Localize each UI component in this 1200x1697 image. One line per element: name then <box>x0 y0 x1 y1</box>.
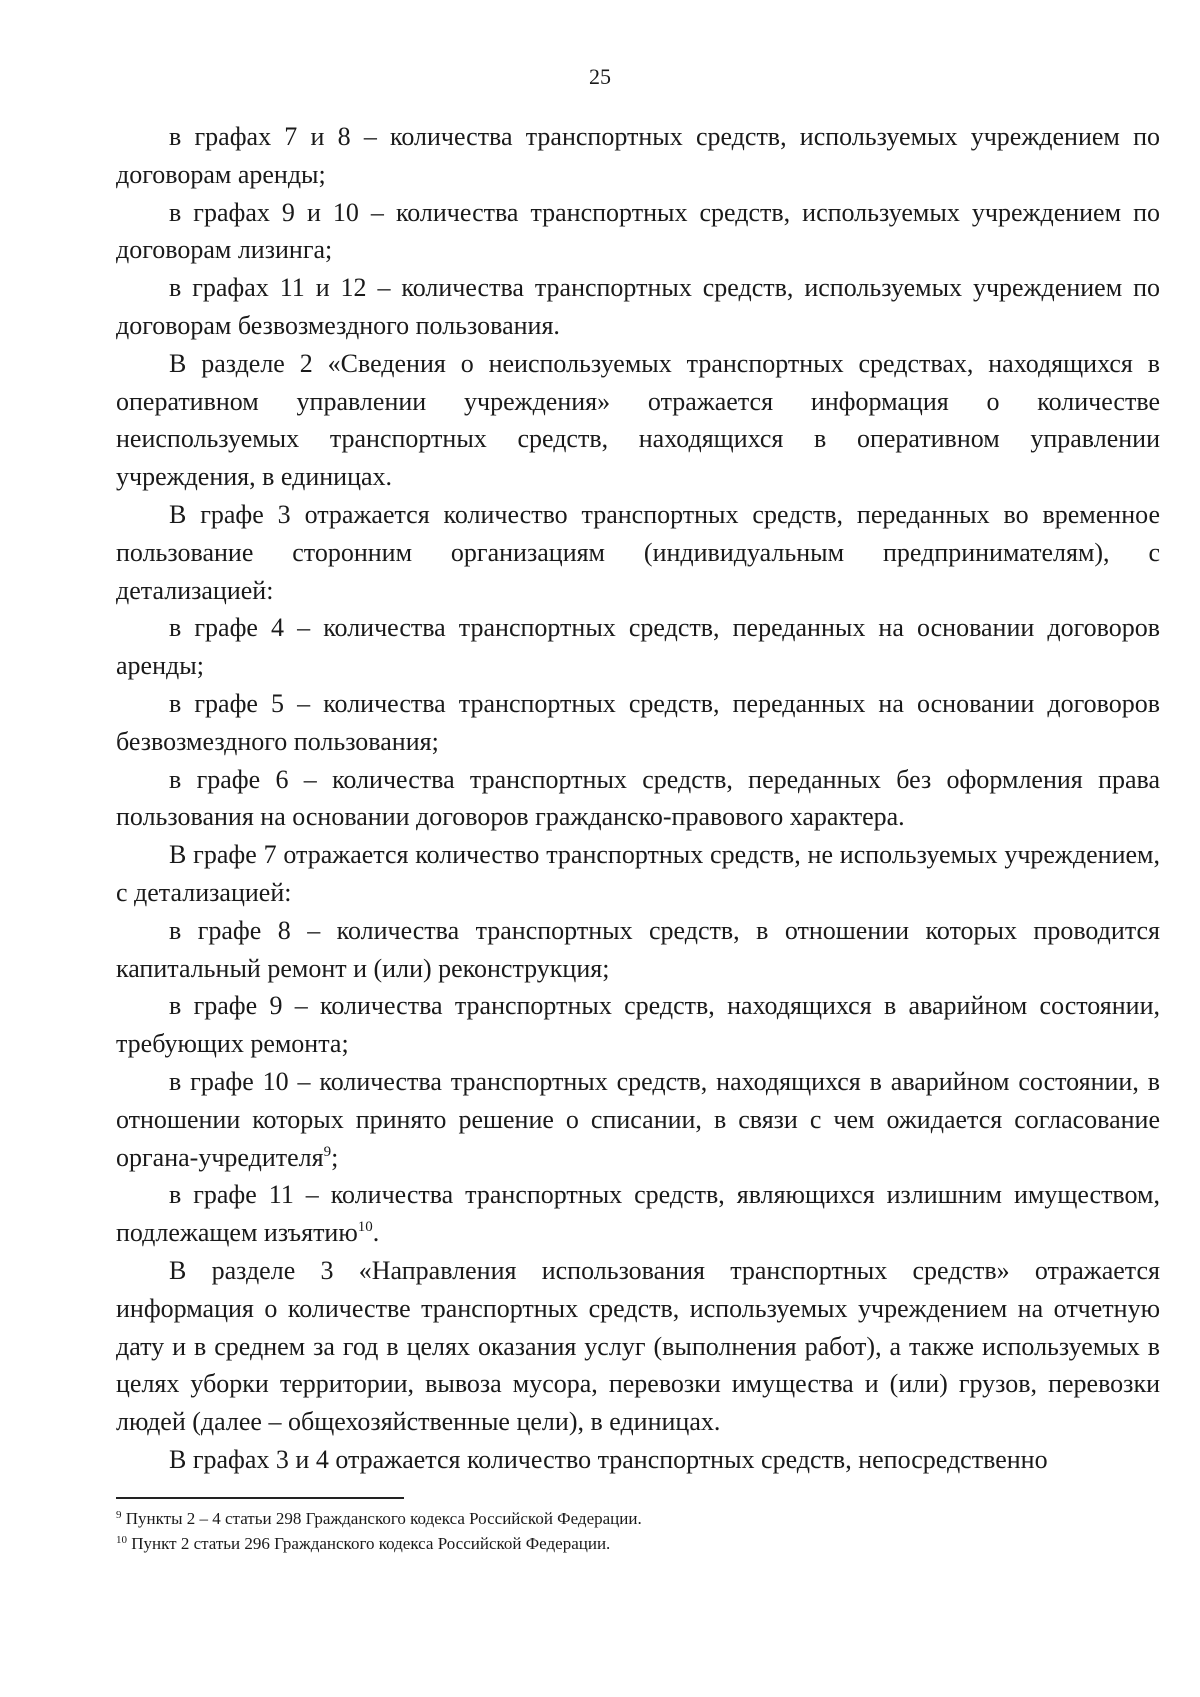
paragraph-text: в графе 6 – количества транспортных средств, переданных без оформления права пользования на основании договоров гражданско-правового характера. <box>116 764 1160 832</box>
footnote-reference[interactable]: 9 <box>323 1143 332 1160</box>
paragraph-text: в графах 9 и 10 – количества транспортных средств, используемых учреждением по договорам лизинга; <box>116 197 1160 265</box>
paragraph <box>116 1176 1160 1252</box>
footnote-mark: 9 <box>116 1509 122 1521</box>
paragraph-text: в графе 10 – количества транспортных средств, находящихся в аварийном состоянии, в отношении которых принято решение о списании, в связи с чем ожидается согласование органа-учредителя <box>116 1066 1160 1172</box>
paragraph <box>116 1063 1160 1176</box>
footnote-separator <box>116 1497 404 1499</box>
footnote <box>116 1506 1160 1531</box>
paragraph-text: В разделе 2 «Сведения о неиспользуемых транспортных средствах, находящихся в оперативном управлении учреждения» отражается информация о количестве неиспользуемых транспортных средств, находящихся в оперативном управлении учреждения, в единицах. <box>116 348 1160 492</box>
paragraph <box>116 345 1160 496</box>
paragraph <box>116 912 1160 988</box>
paragraph-text: в графе 9 – количества транспортных средств, находящихся в аварийном состоянии, требующих ремонта; <box>116 991 1160 1059</box>
footnote-text: Пункты 2 – 4 статьи 298 Гражданского кодекса Российской Федерации. <box>121 1509 642 1528</box>
paragraph <box>116 1252 1160 1441</box>
paragraph-tail: ; <box>331 1142 339 1172</box>
paragraph <box>116 194 1160 270</box>
page-number: 25 <box>589 64 611 89</box>
paragraph <box>116 496 1160 609</box>
paragraph-text: в графе 11 – количества транспортных средств, являющихся излишним имуществом, подлежащем изъятию <box>116 1180 1160 1248</box>
footnotes <box>116 1506 1160 1556</box>
paragraph-text: в графах 7 и 8 – количества транспортных средств, используемых учреждением по договорам аренды; <box>116 122 1160 189</box>
footnote-reference[interactable]: 10 <box>357 1219 373 1236</box>
paragraph-text: В графе 7 отражается количество транспортных средств, не используемых учреждением, с детализацией: <box>116 840 1160 907</box>
footnote-text: Пункт 2 статьи 296 Гражданского кодекса Российской Федерации. <box>127 1534 611 1553</box>
paragraph-text: в графе 8 – количества транспортных средств, в отношении которых проводится капитальный ремонт и (или) реконструкция; <box>116 915 1160 983</box>
paragraph-tail: . <box>372 1218 380 1248</box>
paragraph <box>116 118 1160 194</box>
paragraph-text: В графе 3 отражается количество транспортных средств, переданных во временное пользование сторонним организациям (индивидуальным предпринимателям), с детализацией: <box>116 499 1160 605</box>
paragraph <box>116 761 1160 837</box>
paragraph <box>116 609 1160 685</box>
paragraph-text: В разделе 3 «Направления использования транспортных средств» отражается информация о количестве транспортных средств, используемых учреждением на отчетную дату и в среднем за год в целях оказания услуг (выполнения работ), а также используемых в целях уборки территории, вывоза мусора, перевозки имущества и (или) грузов, перевозки людей (далее – общехозяйственные цели), в единицах. <box>116 1255 1160 1437</box>
paragraph-text: в графе 5 – количества транспортных средств, переданных на основании договоров безвозмездного пользования; <box>116 688 1160 756</box>
paragraph-text: В графах 3 и 4 отражается количество транспортных средств, непосредственно <box>169 1444 1048 1474</box>
paragraph-text: в графах 11 и 12 – количества транспортных средств, используемых учреждением по договорам безвозмездного пользования. <box>116 273 1160 340</box>
paragraph <box>116 685 1160 761</box>
footnote-mark: 10 <box>116 1534 127 1546</box>
paragraph-text: в графе 4 – количества транспортных средств, переданных на основании договоров аренды; <box>116 613 1160 681</box>
footnote <box>116 1531 1160 1556</box>
body-text <box>116 118 1160 1479</box>
paragraph <box>116 1441 1160 1479</box>
paragraph <box>116 269 1160 345</box>
paragraph <box>116 987 1160 1063</box>
paragraph <box>116 836 1160 912</box>
